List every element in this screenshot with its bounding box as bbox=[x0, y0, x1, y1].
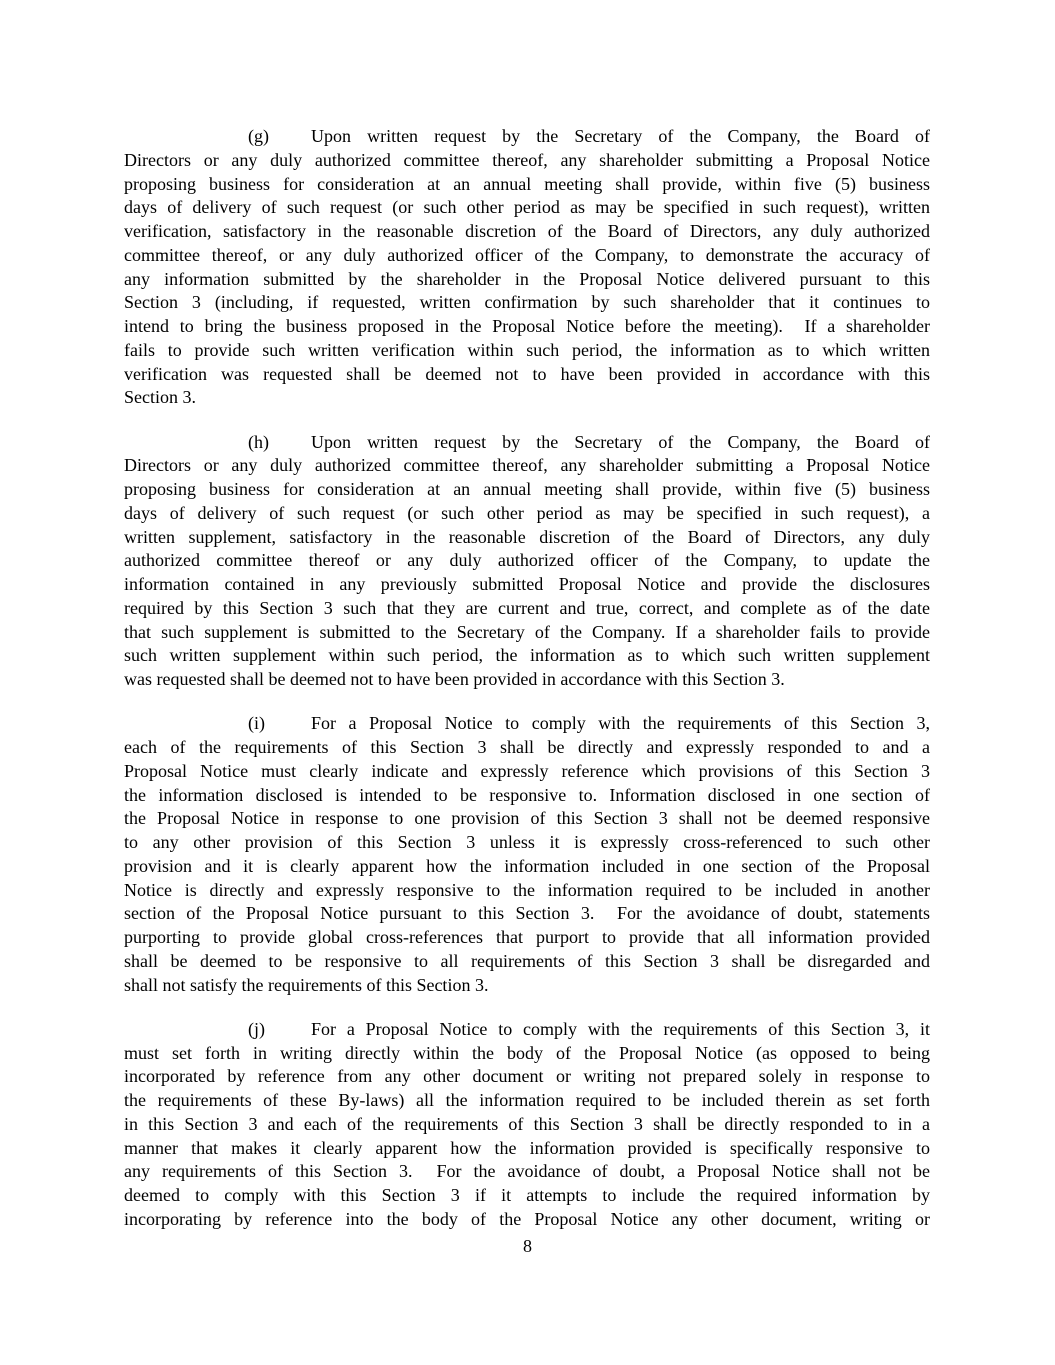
paragraph-i bbox=[124, 712, 930, 997]
text-line: days of delivery of such request (or such other period as may be specified in such request), written bbox=[124, 197, 930, 218]
text-line: incorporated by reference from any other document or writing not prepared solely in response to bbox=[124, 1066, 930, 1087]
text-line: that such supplement is submitted to the Secretary of the Company. If a shareholder fails to provide bbox=[124, 621, 930, 642]
text-line: incorporating by reference into the body of the Proposal Notice any other document, writing or bbox=[124, 1208, 930, 1229]
text-line bbox=[124, 125, 930, 149]
text-line: days of delivery of such request (or such other period as may be specified in such request), a bbox=[124, 502, 930, 523]
text-line: was requested shall be deemed not to have been provided in accordance with this Section 3. bbox=[124, 669, 785, 689]
paragraph-label: (h) bbox=[248, 431, 269, 452]
text-line: committee thereof, or any duly authorized officer of the Company, to demonstrate the accuracy of bbox=[124, 244, 930, 265]
text-line: such written supplement within such period, the information as to which such written supplement bbox=[124, 645, 930, 666]
document-body bbox=[124, 125, 930, 1252]
text-line: written supplement, satisfactory in the reasonable discretion of the Board of Directors, any duly bbox=[124, 526, 930, 547]
text-line: intend to bring the business proposed in the Proposal Notice before the meeting). If a shareholder bbox=[124, 316, 930, 336]
text-line: Proposal Notice must clearly indicate and expressly reference which provisions of this Section 3 bbox=[124, 760, 930, 781]
text-line: authorized committee thereof or any duly authorized officer of the Company, to update the bbox=[124, 550, 930, 571]
text-line: shall be deemed to be responsive to all requirements of this Section 3 shall be disregarded and bbox=[124, 950, 930, 971]
text-line: the Proposal Notice in response to one provision of this Section 3 shall not be deemed responsive bbox=[124, 808, 930, 829]
text-line: Directors or any duly authorized committee thereof, any shareholder submitting a Proposal Notice bbox=[124, 455, 930, 476]
text-line: must set forth in writing directly within the body of the Proposal Notice (as opposed to being bbox=[124, 1042, 930, 1063]
line-text: For a Proposal Notice to comply with the requirements of this Section 3, bbox=[311, 713, 930, 734]
text-line: in this Section 3 and each of the requirements of this Section 3 shall be directly responded to in a bbox=[124, 1113, 930, 1134]
text-line: information contained in any previously submitted Proposal Notice and provide the disclosures bbox=[124, 574, 930, 594]
paragraph-label: (j) bbox=[248, 1018, 265, 1039]
text-line: purporting to provide global cross-references that purport to provide that all information provided bbox=[124, 927, 930, 947]
page-number: 8 bbox=[523, 1236, 532, 1256]
text-line: fails to provide such written verification within such period, the information as to which written bbox=[124, 339, 930, 360]
text-line: deemed to comply with this Section 3 if it attempts to include the required information by bbox=[124, 1185, 930, 1205]
text-line bbox=[124, 431, 930, 455]
paragraph-g bbox=[124, 125, 930, 410]
text-line: section of the Proposal Notice pursuant to this Section 3. For the avoidance of doubt, statements bbox=[124, 903, 930, 924]
paragraph-j bbox=[124, 1018, 930, 1232]
line-text: Upon written request by the Secretary of the Company, the Board of bbox=[311, 431, 930, 452]
text-line: verification was requested shall be deemed not to have been provided in accordance with this bbox=[124, 363, 930, 384]
paragraph-label: (i) bbox=[248, 713, 265, 734]
text-line: to any other provision of this Section 3 unless it is expressly cross-referenced to such other bbox=[124, 832, 930, 852]
text-line: proposing business for consideration at an annual meeting shall provide, within five (5) business bbox=[124, 479, 930, 499]
text-line: proposing business for consideration at an annual meeting shall provide, within five (5) business bbox=[124, 173, 930, 194]
text-line: required by this Section 3 such that they are current and true, correct, and complete as of the date bbox=[124, 597, 930, 618]
text-line bbox=[124, 712, 930, 736]
line-text: For a Proposal Notice to comply with the requirements of this Section 3, it bbox=[311, 1018, 930, 1039]
text-line: shall not satisfy the requirements of this Section 3. bbox=[124, 974, 489, 995]
text-line: the requirements of these By-laws) all the information required to be included therein as set forth bbox=[124, 1090, 930, 1110]
text-line bbox=[124, 1018, 930, 1042]
text-line: manner that makes it clearly apparent how the information provided is specifically responsive to bbox=[124, 1137, 930, 1158]
text-line: provision and it is clearly apparent how the information included in one section of the Proposal bbox=[124, 855, 930, 876]
text-line: the information disclosed is intended to be responsive to. Information disclosed in one section of bbox=[124, 784, 930, 805]
text-line: any requirements of this Section 3. For the avoidance of doubt, a Proposal Notice shall not be bbox=[124, 1161, 930, 1182]
paragraph-label: (g) bbox=[248, 126, 269, 146]
line-text: Upon written request by the Secretary of the Company, the Board of bbox=[311, 126, 930, 146]
text-line: each of the requirements of this Section 3 shall be directly and expressly responded to and a bbox=[124, 737, 930, 757]
text-line: Section 3 (including, if requested, written confirmation by such shareholder that it continues to bbox=[124, 292, 930, 313]
text-line: any information submitted by the shareholder in the Proposal Notice delivered pursuant to this bbox=[124, 268, 930, 289]
paragraph-h bbox=[124, 431, 930, 692]
text-line: Directors or any duly authorized committee thereof, any shareholder submitting a Proposal Notice bbox=[124, 149, 930, 170]
text-line: Notice is directly and expressly responsive to the information required to be included in another bbox=[124, 879, 930, 900]
text-line: Section 3. bbox=[124, 387, 196, 408]
text-line: verification, satisfactory in the reasonable discretion of the Board of Directors, any duly authorized bbox=[124, 221, 930, 241]
